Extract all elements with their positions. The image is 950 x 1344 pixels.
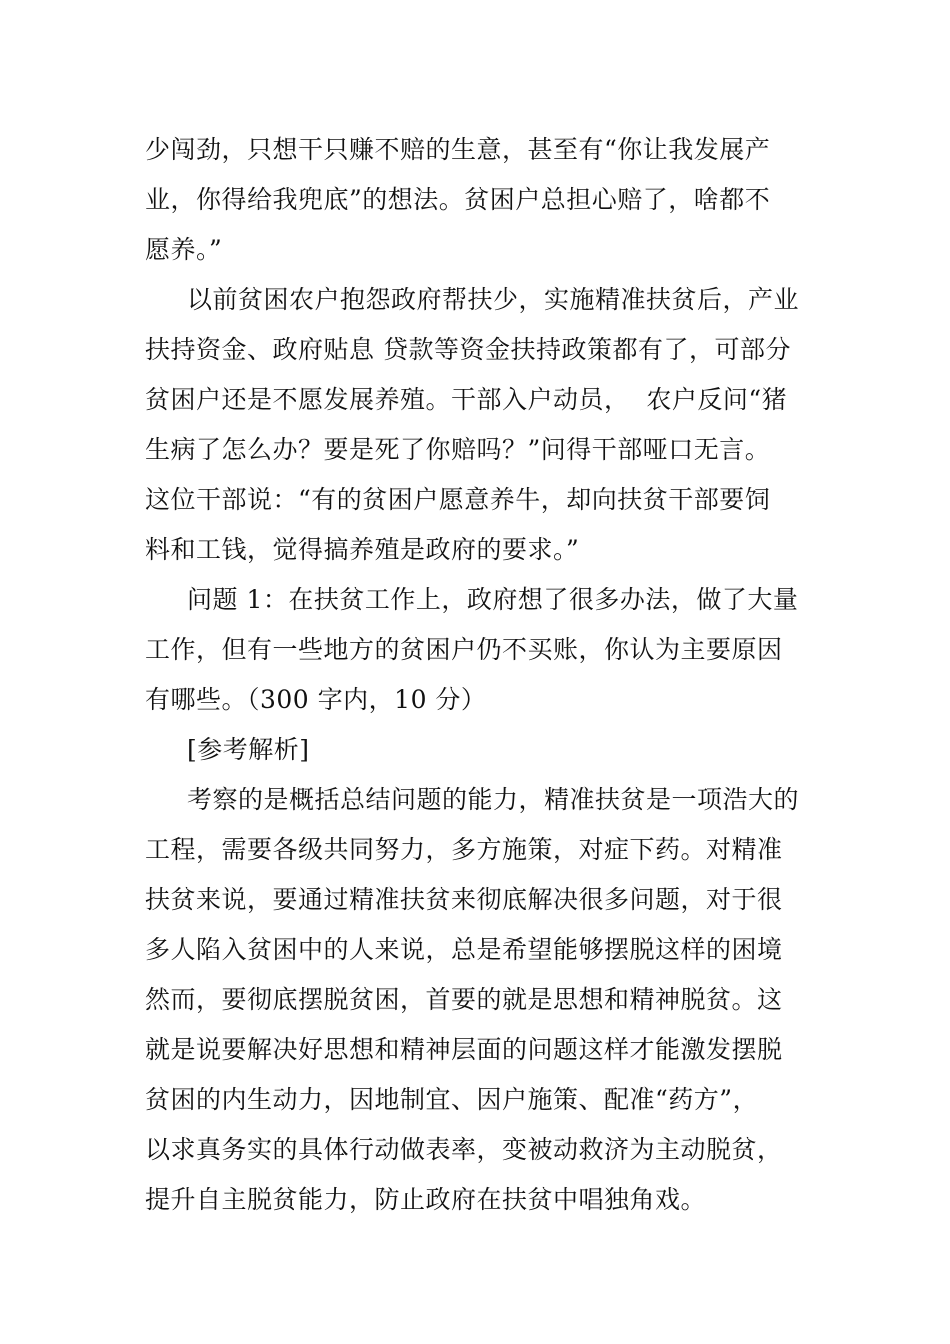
paragraph-first-line: 以前贫困农户抱怨政府帮扶少，实施精准扶贫后，产业 [187, 285, 800, 314]
text-line: 多人陷入贫困中的人来说，总是希望能够摆脱这样的困境 [145, 935, 783, 964]
text-line: 少闯劲，只想干只赚不赔的生意，甚至有“你让我发展产 [145, 135, 771, 164]
text-line: 工程，需要各级共同努力，多方施策，对症下药。对精准 [145, 835, 783, 864]
text-line: 提升自主脱贫能力，防止政府在扶贫中唱独角戏。 [145, 1185, 707, 1214]
text-line: 生病了怎么办？要是死了你赔吗？”问得干部哑口无言。 [145, 435, 771, 464]
text-line: 愿养。” [145, 235, 223, 264]
paragraph-first-line: 考察的是概括总结问题的能力，精准扶贫是一项浩大的 [187, 785, 800, 814]
text-line: 料和工钱，觉得搞养殖是政府的要求。” [145, 535, 580, 564]
text-line: 工作，但有一些地方的贫困户仍不买账，你认为主要原因 [145, 635, 783, 664]
text-line: 这位干部说：“有的贫困户愿意养牛，却向扶贫干部要饲 [145, 485, 771, 514]
analysis-heading: [参考解析] [187, 735, 310, 764]
text-line: 贫困户还是不愿发展养殖。干部入户动员， 农户反问“猪 [145, 385, 788, 414]
question-first-line: 问题 1：在扶贫工作上，政府想了很多办法，做了大量 [187, 585, 799, 614]
text-line: 扶贫来说，要通过精准扶贫来彻底解决很多问题，对于很 [145, 885, 783, 914]
text-line: 以求真务实的具体行动做表率，变被动救济为主动脱贫， [145, 1135, 783, 1164]
text-line: 有哪些。（300 字内，10 分） [145, 685, 487, 714]
text-line: 扶持资金、政府贴息 贷款等资金扶持政策都有了，可部分 [145, 335, 791, 364]
text-line: 贫困的内生动力，因地制宜、因户施策、配准“药方”， [145, 1085, 759, 1114]
text-line: 业，你得给我兜底”的想法。贫困户总担心赔了，啥都不 [145, 185, 771, 214]
text-line: 就是说要解决好思想和精神层面的问题这样才能激发摆脱 [145, 1035, 783, 1064]
text-line: 然而，要彻底摆脱贫困，首要的就是思想和精神脱贫。这 [145, 985, 783, 1014]
